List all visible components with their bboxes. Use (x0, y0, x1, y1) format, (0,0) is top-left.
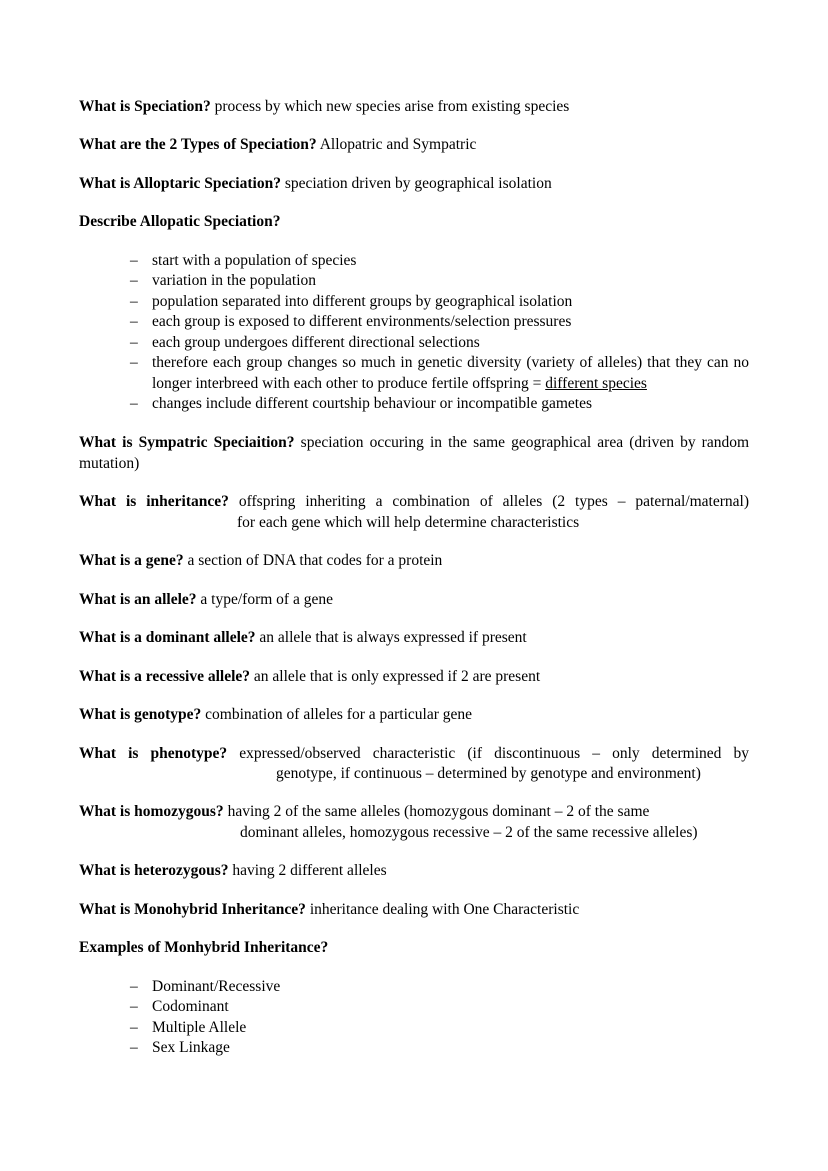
answer-text: an allele that is only expressed if 2 are present (253, 667, 541, 685)
question-text: What is an allele? (79, 590, 197, 608)
qa-block-phenotype (79, 744, 749, 785)
underlined-term: different species (545, 374, 647, 392)
list-item (130, 1018, 749, 1038)
list-item (130, 353, 749, 394)
question-text: Examples of Monhybrid Inheritance? (79, 939, 329, 957)
answer-text: inheritance dealing with One Characteristic (309, 900, 580, 918)
list-item (130, 1038, 749, 1058)
qa-block-two-types (79, 135, 749, 155)
list-item (130, 251, 749, 271)
list-item (130, 997, 749, 1017)
answer-text: process by which new species arise from existing species (214, 98, 570, 115)
dash-bullet: – (130, 354, 138, 372)
list-item-text: changes include different courtship behaviour or incompatible gametes (152, 394, 593, 412)
list-item (130, 977, 749, 997)
answer-text: Allopatric and Sympatric (319, 136, 477, 154)
question-text: What is homozygous? (79, 803, 224, 821)
dash-bullet: – (130, 394, 138, 412)
list-item-text: population separated into different groups by geographical isolation (152, 292, 573, 310)
question-text: What are the 2 Types of Speciation? (79, 136, 317, 154)
qa-block-monohybrid-examples-heading (79, 938, 749, 958)
list-item (130, 292, 749, 312)
dash-bullet: – (130, 333, 138, 351)
list-item-text: Sex Linkage (152, 1039, 230, 1057)
list-item (130, 312, 749, 332)
allopatric-steps-list (79, 251, 749, 415)
list-item (130, 333, 749, 353)
dash-bullet: – (130, 292, 138, 310)
question-text: What is Monohybrid Inheritance? (79, 900, 306, 918)
question-text: What is phenotype? (79, 744, 228, 762)
question-text: What is inheritance? (79, 493, 229, 511)
qa-block-monohybrid (79, 900, 749, 920)
answer-continuation: genotype, if continuous – determined by genotype and environment) (276, 764, 701, 782)
list-item (130, 394, 749, 414)
qa-block-allele (79, 590, 749, 610)
answer-text: an allele that is always expressed if present (259, 629, 527, 647)
qa-block-allopatric-definition (79, 174, 749, 194)
question-text: What is a dominant allele? (79, 629, 256, 647)
question-text: What is a recessive allele? (79, 667, 251, 685)
qa-block-genotype (79, 705, 749, 725)
list-item-text: start with a population of species (152, 251, 357, 269)
qa-block-gene (79, 551, 749, 571)
qa-block-homozygous (79, 802, 749, 843)
qa-block-describe-allopatric (79, 212, 749, 232)
answer-text: a type/form of a gene (200, 590, 333, 608)
answer-text: having 2 of the same alleles (homozygous dominant – 2 of the same (227, 803, 650, 821)
list-item-text: variation in the population (152, 272, 317, 290)
qa-block-heterozygous (79, 861, 749, 881)
question-text: What is Sympatric Speciaition? (79, 434, 295, 452)
list-item-text: Multiple Allele (152, 1018, 247, 1036)
answer-text: speciation driven by geographical isolation (284, 174, 552, 192)
question-text: What is a gene? (79, 552, 184, 570)
question-text: What is genotype? (79, 706, 202, 724)
qa-block-speciation (79, 97, 749, 117)
dash-bullet: – (130, 977, 138, 995)
answer-continuation: dominant alleles, homozygous recessive – 2 of the same recessive alleles) (240, 823, 698, 841)
list-item-text: Codominant (152, 998, 229, 1016)
answer-text: offspring inheriting a combination of alleles (2 types – paternal/maternal) (238, 493, 750, 511)
dash-bullet: – (130, 313, 138, 331)
question-text: Describe Allopatic Speciation? (79, 213, 281, 231)
qa-block-sympatric (79, 433, 749, 474)
answer-text: having 2 different alleles (232, 862, 387, 880)
answer-continuation: for each gene which will help determine characteristics (237, 513, 580, 531)
list-item-text: each group is exposed to different environments/selection pressures (152, 313, 572, 331)
list-item-text: Dominant/Recessive (152, 977, 281, 995)
monohybrid-examples-list (79, 977, 749, 1059)
answer-text: speciation occuring in the same geographical area (driven by random mutation) (79, 434, 750, 472)
question-text: What is heterozygous? (79, 862, 229, 880)
list-item (130, 271, 749, 291)
question-text: What is Speciation? (79, 98, 211, 115)
question-text: What is Alloptaric Speciation? (79, 174, 281, 192)
dash-bullet: – (130, 272, 138, 290)
dash-bullet: – (130, 251, 138, 269)
qa-block-inheritance (79, 492, 749, 533)
answer-text: combination of alleles for a particular gene (205, 706, 473, 724)
list-item-text: each group undergoes different directional selections (152, 333, 480, 351)
answer-text: expressed/observed characteristic (if discontinuous – only determined by (239, 744, 749, 762)
qa-block-recessive-allele (79, 667, 749, 687)
list-item-text: therefore each group changes so much in genetic diversity (variety of alleles) that they can no longer interbreed with each other to produce fertile offspring = (152, 354, 749, 392)
dash-bullet: – (130, 1018, 138, 1036)
dash-bullet: – (130, 1039, 138, 1057)
qa-block-dominant-allele (79, 628, 749, 648)
answer-text: a section of DNA that codes for a protein (187, 552, 443, 570)
dash-bullet: – (130, 998, 138, 1016)
